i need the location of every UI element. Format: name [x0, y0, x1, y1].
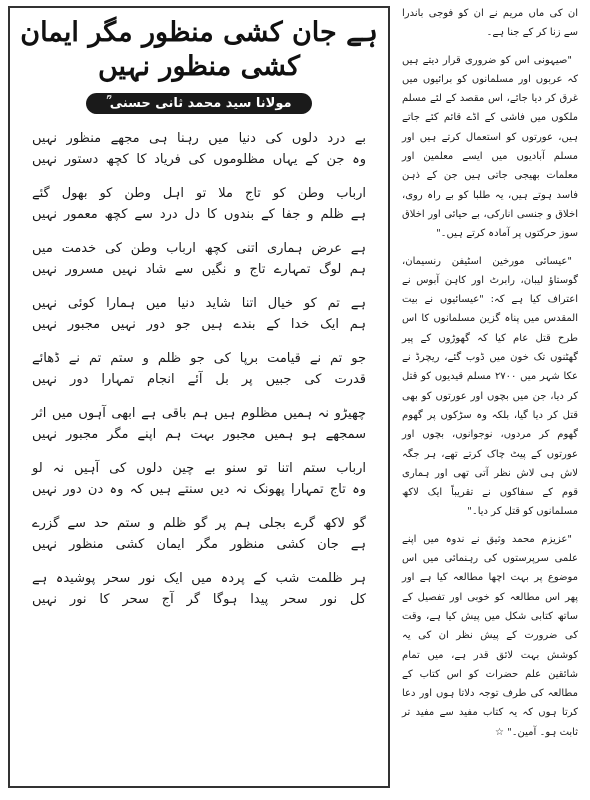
verse: گو لاکھ گرے بجلی ہم پر گو ظلم و ستم حد سے گزرے — [32, 516, 366, 531]
verse: سمجھے ہو ہمیں مجبور بہت ہم اپنے مگر مجبور نہیں — [32, 427, 366, 442]
couplet-6 — [32, 403, 366, 445]
verse: وہ جن کے یہاں مظلوموں کی فریاد کا کچھ دستور نہیں — [32, 152, 366, 167]
prose-paragraph: "عزیزم محمد وثیق نے ندوہ میں اپنے علمی سرپرستوں کی رہنمائی میں اس موضوع پر بہت اچھا مطالعہ کیا ہے اور پھر اس مطالعہ کو خوبی اور تفصیل کے ساتھ کتابی شکل میں پیش کیا ہے، وقت کی ضرورت کے پیش نظر ان کی یہ کوشش بہت لائق قدر ہے، میں تمام شائقین علم حضرات کو اس کتاب کے مطالعہ کی طرف توجہ دلاتا ہوں اور دعا کرتا ہوں کہ یہ کتاب مفید سے مفید تر ثابت ہو۔ آمین۔" ☆ — [402, 533, 578, 738]
verse: ہم ایک خدا کے بندے ہیں جو دور نہیں مجبور نہیں — [32, 317, 366, 332]
author-banner-wrap — [18, 92, 380, 114]
verse: ہے عرض ہماری اتنی کچھ ارباب وطن کی خدمت میں — [32, 241, 366, 256]
verse: جو تم نے قیامت برپا کی جو ظلم و ستم تم نے ڈھائے — [32, 351, 366, 366]
couplet-9 — [32, 568, 366, 610]
verse: ہم لوگ تمہارے تاج و نگیں سے شاد نہیں مسرور نہیں — [32, 262, 366, 277]
verse: بے درد دلوں کی دنیا میں رہنا ہی مجھے منظور نہیں — [32, 131, 366, 146]
couplet-3 — [32, 238, 366, 280]
verse: ہے تم کو خیال اتنا شاید دنیا میں ہمارا کوئی نہیں — [32, 296, 366, 311]
prose-column — [402, 4, 578, 794]
couplet-7 — [32, 458, 366, 500]
couplet-8 — [32, 513, 366, 555]
verse: وہ تاج تمہارا پھونک نہ دیں سنتے ہیں کہ وہ دن دور نہیں — [32, 482, 366, 497]
author-banner: مولانا سید محمد ثانی حسنی ؒ — [86, 93, 311, 114]
verse: ہے جان کشی منظور مگر ایمان کشی منظور نہیں — [32, 537, 366, 552]
poem-title: ہے جان کشی منظور مگر ایمان کشی منظور نہیں — [20, 17, 378, 82]
couplet-5 — [32, 348, 366, 390]
verse: قدرت کی جبیں پر بل آئے انجام تمہارا دور نہیں — [32, 372, 366, 387]
prose-paragraph: "عیسائی مورخین اسٹیفن رنسیمان، گوستاؤ لیبان، رابرٹ اور کاہن آبوس نے اعتراف کیا ہے کہ: "عیسائیوں نے بیت المقدس میں پناہ گزین مسلمانوں کا اس طرح قتل عام کیا کہ گھوڑوں کے پیر گھٹنوں تک خون میں ڈوب گئے، ریچرڈ نے عکا شہر میں ۲۷۰۰ مسلم قیدیوں کو قتل کر دیا، جن میں بچوں اور عورتوں کو بھی قتل کر دیا گیا، بلکہ وہ سڑکوں پر گھوم گھوم کر مردوں، نوجوانوں، بچوں اور عورتوں کے پیٹ چاک کرتے تھے، ہر جگہ لاش ہی لاش نظر آتی تھی اور ہماری قوم کے سفاکوں نے تقریباً ایک لاکھ مسلمانوں کو قتل کر دیا۔" — [402, 255, 578, 518]
poem-couplets — [18, 128, 380, 610]
prose-paragraph: ان کی ماں مریم نے ان کو فوجی باندرا سے زنا کر کے جنا ہے۔ — [402, 8, 578, 39]
verse: چھیڑو نہ ہمیں مظلوم ہیں ہم باقی ہے ابھی آہوں میں اثر — [32, 406, 366, 421]
poem-panel — [8, 6, 390, 788]
couplet-2 — [32, 183, 366, 225]
verse: ارباب وطن کو تاج ملا تو اہل وطن کو بھول گئے — [32, 186, 366, 201]
couplet-1 — [32, 128, 366, 170]
verse: کل نور سحر پیدا ہوگا گر آج سحر کا نور نہیں — [32, 592, 366, 607]
verse: ہے ظلم و جفا کے بندوں کا دل درد سے کچھ معمور نہیں — [32, 207, 366, 222]
prose-paragraph: "صیہونی اس کو ضروری قرار دیتے ہیں کہ عربوں اور مسلمانوں کو برائیوں میں غرق کر دیا جائے، اس مقصد کے لئے مسلم ملکوں میں فاشی کے اڈے قائم کئے جاتے ہیں، عورتوں کو استعمال کرتے ہیں اور مسلم آبادیوں میں ایسے معلمین اور معلمات بھیجی جاتی ہیں جن کے ذہن فاسد ہوتے ہیں، یہ طلبا کو بے راہ روی، اخلاق و جنسی انارکی، بے حیائی اور اخلاق سوز حرکتوں پر آمادہ کرتے ہیں۔" — [402, 54, 578, 240]
verse: ہر ظلمت شب کے پردہ میں ایک نور سحر پوشیدہ ہے — [32, 571, 366, 586]
verse: ارباب ستم اتنا تو سنو بے چین دلوں کی آہیں نہ لو — [32, 461, 366, 476]
couplet-4 — [32, 293, 366, 335]
